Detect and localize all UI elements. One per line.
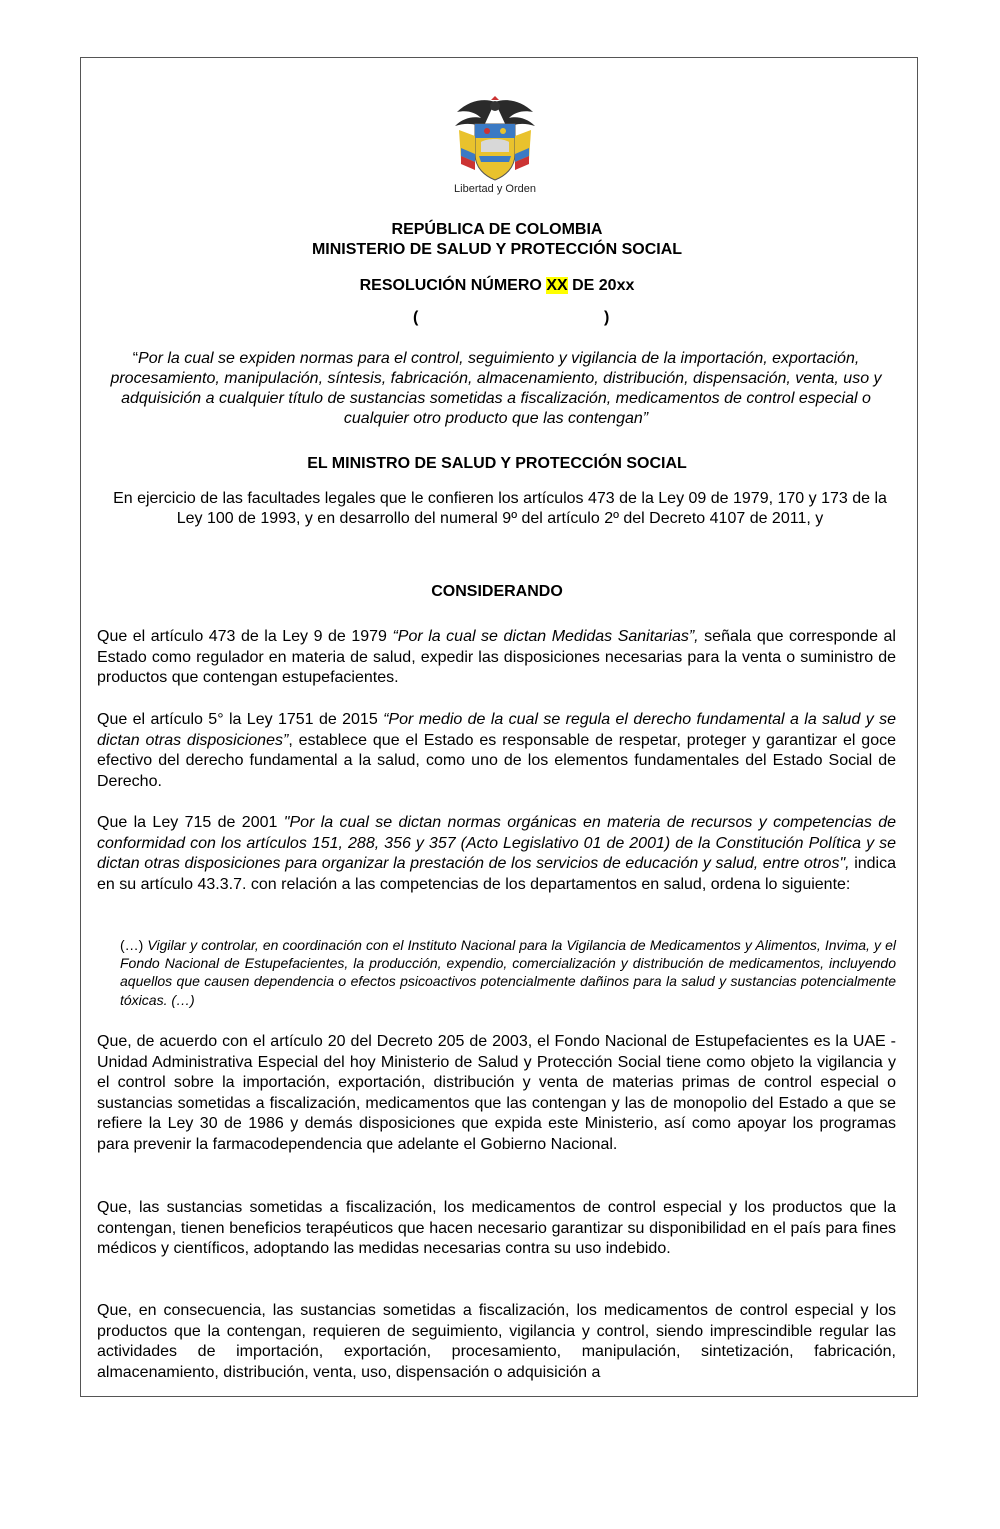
- p1-text-c: señala que corresponde al Estado como regulador en materia de salud, expedir las disposiciones necesarias para la venta o suministro de productos que contengan estupefacientes.: [97, 628, 896, 687]
- considerando-paragraph-3: [97, 813, 896, 895]
- coat-of-arms-motto: Libertad y Orden: [454, 183, 536, 195]
- quote-text: Vigilar y controlar, en coordinación con el Instituto Nacional para la Vigilancia de Medicamentos y Alimentos, Invima, y el Fondo Nacional de Estupefacientes, la producción, expendio, comercialización y distribución de medicamentos, incluyendo aquellos que causen dependencia o efectos psicoactivos potencialmente dañinos para la salud y sustancias potencialmente tóxicas. (…): [120, 937, 896, 1008]
- date-paren-close: ): [604, 309, 610, 326]
- p3-law-title: "Por la cual se dictan normas orgánicas en materia de recursos y competencias de conformidad con los artículos 151, 288, 356 y 357 (Acto Legislativo 01 de 2001) de la Constitución Política y se dictan otras disposiciones para organizar la prestación de los servicios de educación y salud, entre otros",: [97, 814, 897, 873]
- p1-text-a: Que el artículo 473 de la Ley 9 de 1979: [97, 628, 393, 645]
- considerando-paragraph-2: [97, 710, 896, 792]
- considerando-paragraph-4: Que, de acuerdo con el artículo 20 del Decreto 205 de 2003, el Fondo Nacional de Estupefacientes es la UAE - Unidad Administrativa Especial del hoy Ministerio de Salud y Protección Social tiene como objeto la vigilancia y el control sobre la importación, exportación, distribución y venta de materias primas de control especial o sustancias sometidas a fiscalización, medicamentos que las contengan y las de monopolio del Estado a que se refiere la Ley 30 de 1986 y demás disposiciones que expida este Ministerio, así como apoyar los programas para prevenir la farmacodependencia que adelante el Gobierno Nacional.: [97, 1033, 896, 1153]
- resolution-prefix: RESOLUCIÓN NÚMERO: [359, 277, 542, 294]
- p2-text-a: Que el artículo 5° la Ley 1751 de 2015: [97, 711, 384, 728]
- resolution-number-placeholder: XX: [546, 277, 568, 294]
- resolution-number-line: [97, 276, 897, 296]
- title-open-quote: “: [132, 350, 139, 367]
- ministry-heading: MINISTERIO DE SALUD Y PROTECCIÓN SOCIAL: [311, 241, 683, 258]
- considerando-paragraph-1: [97, 627, 896, 689]
- p3-text-a: Que la Ley 715 de 2001: [97, 814, 284, 831]
- quoted-article-block: [120, 936, 896, 1009]
- resolution-title: [104, 349, 888, 429]
- p2-law-title: “Por medio de la cual se regula el derecho fundamental a la salud y se dictan otras disposiciones”: [97, 711, 896, 749]
- considerando-paragraph-6: Que, en consecuencia, las sustancias sometidas a fiscalización, los medicamentos de control especial y los productos que la contengan, requieren de seguimiento, vigilancia y control, siendo imprescindible regular las actividades de importación, exportación, procesamiento, manipulación, sintetización, fabricación, almacenamiento, distribución, venta, uso, dispensación o adquisición a: [97, 1302, 896, 1381]
- authority-text: En ejercicio de las facultades legales que le confieren los artículos 473 de la Ley 09 de 1979, 170 y 173 de la Ley 100 de 1993, y en desarrollo del numeral 9º del artículo 2º del Decreto 4107 de 2011, y: [113, 490, 887, 527]
- considerando-paragraph-5: Que, las sustancias sometidas a fiscalización, los medicamentos de control especial y los productos que la contengan, tienen beneficios terapéuticos que hacen necesario garantizar su disponibilidad en el país para fines médicos y científicos, adoptando las medidas necesarias contra su uso indebido.: [97, 1199, 896, 1258]
- considerando-heading: CONSIDERANDO: [431, 583, 563, 600]
- title-text: Por la cual se expiden normas para el control, seguimiento y vigilancia de la importación, exportación, procesamiento, manipulación, síntesis, fabricación, almacenamiento, distribución, dispensación, venta, uso y adquisición a cualquier título de sustancias sometidas a fiscalización, medicamentos de control especial o cualquier otro producto que las contengan”: [110, 350, 882, 427]
- p3-text-c: indica en su artículo 43.3.7. con relación a las competencias de los departamentos en salud, ordena lo siguiente:: [97, 855, 896, 893]
- country-heading: REPÚBLICA DE COLOMBIA: [391, 221, 603, 238]
- p2-text-c: , establece que el Estado es responsable de respetar, proteger y garantizar el goce efectivo del derecho fundamental a la salud, como uno de los elementos fundamentales del Estado Social de Derecho.: [97, 731, 896, 790]
- date-paren-open: (: [413, 309, 419, 326]
- resolution-year: DE 20xx: [572, 277, 635, 294]
- quote-ellipsis: (…): [120, 937, 148, 953]
- authority-heading: EL MINISTRO DE SALUD Y PROTECCIÓN SOCIAL: [307, 455, 687, 472]
- p1-law-title: “Por la cual se dictan Medidas Sanitarias”,: [392, 628, 699, 645]
